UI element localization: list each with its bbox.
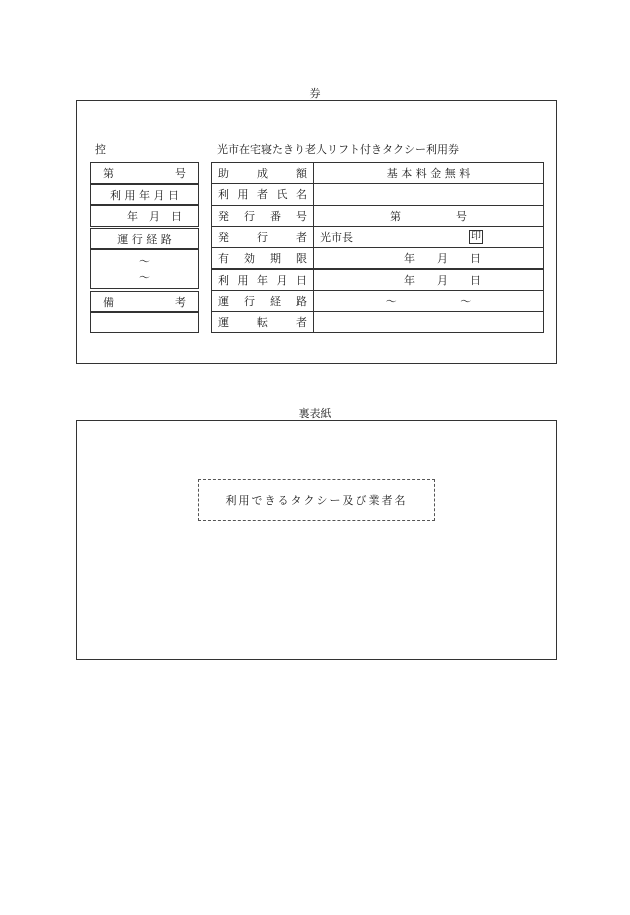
row-label-char: 日 [296,273,307,287]
route-to: 〜 [460,294,472,308]
row-value-text: 年 月 日 [404,252,481,266]
row-label [211,183,314,205]
row-label-char: 者 [296,231,307,245]
stub-remarks-a: 備 [103,295,114,309]
stub-remarks-field[interactable] [90,312,199,333]
stub-remarks-b: 考 [175,295,186,309]
stub-date-label: 利 用 年 月 日 [90,184,199,205]
seal-mark: 印 [471,231,481,243]
row-label-char: 成 [257,167,268,181]
route-from: 〜 [385,294,397,308]
row-label [211,269,314,291]
row-value[interactable] [313,162,544,184]
row-label-char: 番 [270,209,281,223]
row-label-char: 利 [218,273,229,287]
row-value[interactable] [313,290,544,312]
row-label [211,205,314,227]
ticket-title: 光市在宅寝たきり老人リフト付きタクシー利用券 [217,143,459,156]
stub-label: 控 [95,143,106,156]
stub-route-tilde-1: 〜 [139,255,150,268]
row-value-text: 年 月 日 [404,273,481,287]
row-label-char: 運 [218,316,229,330]
row-label [211,162,314,184]
row-value[interactable] [313,205,544,227]
row-label-char: 有 [218,252,229,266]
stub-number [90,162,199,184]
row-label-char: 号 [296,209,307,223]
row-label-char: 路 [296,294,307,308]
row-label-char: 運 [218,294,229,308]
row-label-char: 行 [244,209,255,223]
row-value[interactable] [313,311,544,333]
stub-number-suffix: 号 [175,167,186,180]
stub-route-values [90,249,199,289]
row-label-char: 額 [296,167,307,181]
row-label [211,226,314,248]
row-label-char: 者 [296,316,307,330]
stub-number-prefix: 第 [103,167,114,180]
row-label-char: 利 [218,188,229,202]
row-label-char: 行 [244,294,255,308]
row-label-char: 用 [237,188,249,202]
stub-route-label: 運 行 経 路 [90,228,199,249]
front-caption: 券 [309,87,321,100]
ticket-back-frame [76,420,557,660]
row-label-char: 氏 [276,188,288,202]
row-label [211,247,314,269]
row-value[interactable] [313,183,544,205]
stub-remarks-label [90,291,199,312]
row-value[interactable] [313,247,544,269]
row-label-char: 経 [270,294,281,308]
issuer-name: 光市長 [320,231,353,245]
stub-route-tilde-2: 〜 [139,271,150,284]
row-label-char: 年 [257,273,268,287]
row-label-char: 発 [218,231,229,245]
row-label-char: 発 [218,209,229,223]
row-label-char: 用 [237,273,249,287]
row-value[interactable] [313,269,544,291]
row-label-char: 助 [218,167,229,181]
row-label-char: 効 [244,252,255,266]
row-label-char: 行 [257,231,268,245]
back-caption: 裏表紙 [298,407,332,420]
taxi-operators-notice: 利用できるタクシー及び業者名 [198,479,435,521]
row-label-char: 期 [270,252,281,266]
row-label-char: 者 [257,188,268,202]
row-value-text: 基 本 料 金 無 料 [386,167,471,181]
row-value-text: 第 号 [390,209,467,223]
row-label [211,311,314,333]
row-label-char: 月 [276,273,288,287]
row-label [211,290,314,312]
row-label-char: 名 [296,188,307,202]
row-value[interactable] [313,226,544,248]
row-label-char: 限 [296,252,307,266]
stub-date-blank: 年 月 日 [90,205,199,227]
row-label-char: 転 [257,316,268,330]
